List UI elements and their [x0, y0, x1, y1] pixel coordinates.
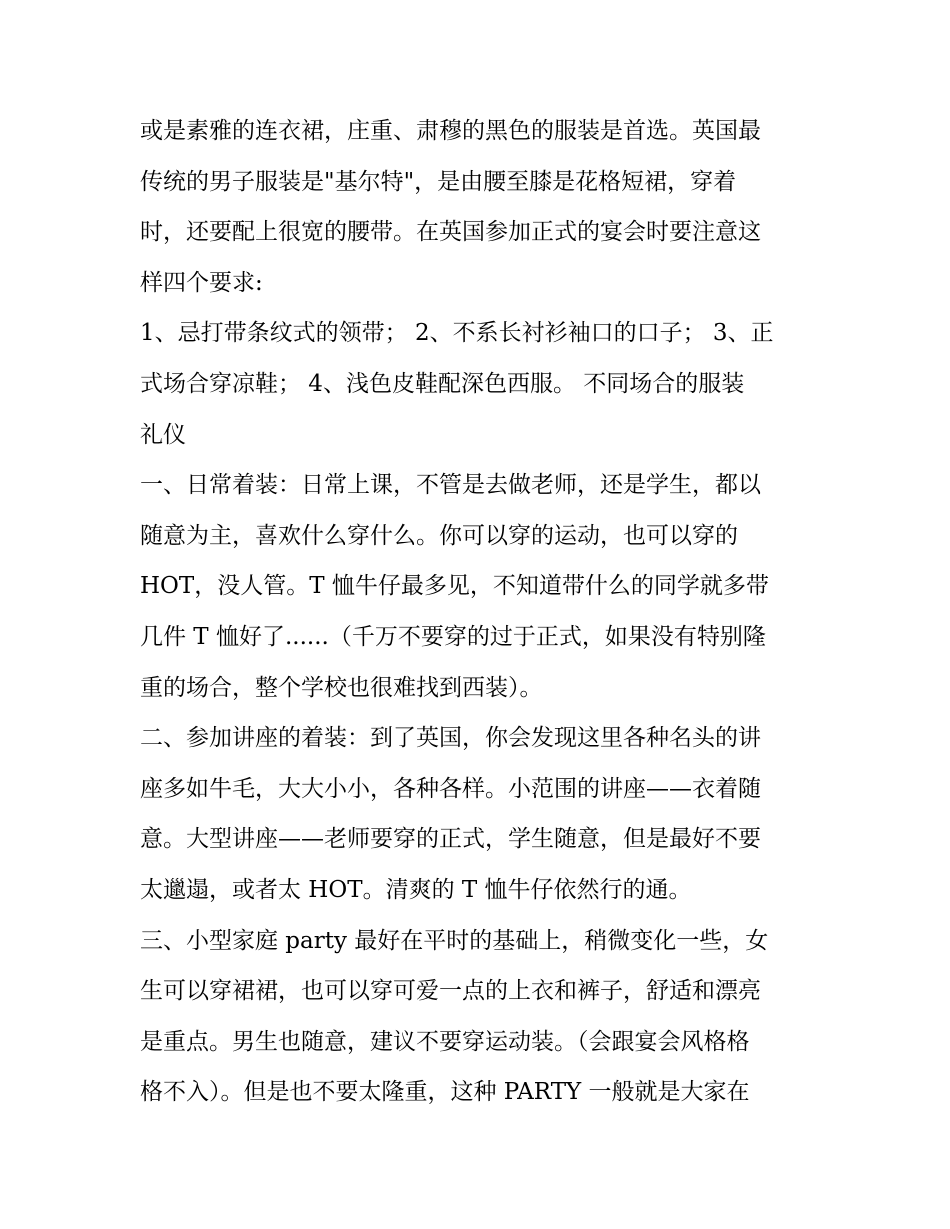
text-line: 座多如牛毛，大大小小，各种各样。小范围的讲座——衣着随 [140, 775, 761, 802]
text-line: 生可以穿裙裙，也可以穿可爱一点的上衣和裤子，舒适和漂亮 [140, 978, 761, 1005]
text-line: HOT，没人管。T 恤牛仔最多见，不知道带什么的同学就多带 [140, 573, 769, 600]
text-line: 一、日常着装：日常上课，不管是去做老师，还是学生，都以 [140, 472, 761, 499]
text-line: 样四个要求: [140, 269, 263, 296]
text-line: 时，还要配上很宽的腰带。在英国参加正式的宴会时要注意这 [140, 219, 761, 246]
text-line: 格不入）。但是也不要太隆重，这种 PARTY 一般就是大家在 [140, 1079, 750, 1106]
text-line: 二、参加讲座的着装：到了英国，你会发现这里各种名头的讲 [140, 725, 761, 752]
text-line: 意。大型讲座——老师要穿的正式，学生随意，但是最好不要 [140, 826, 761, 853]
text-line: 或是素雅的连衣裙，庄重、肃穆的黑色的服装是首选。英国最 [140, 118, 761, 144]
text-line: 传统的男子服装是"基尔特"，是由腰至膝是花格短裙，穿着 [140, 168, 737, 195]
text-line: 几件 T 恤好了......（千万不要穿的过于正式，如果没有特别隆 [140, 623, 766, 650]
text-line: 三、小型家庭 party 最好在平时的基础上，稍微变化一些，女 [140, 927, 769, 954]
text-line: 式场合穿凉鞋； 4、浅色皮鞋配深色西服。 不同场合的服装 [140, 370, 745, 397]
document-text-body [140, 106, 820, 1118]
text-line: 是重点。男生也随意，建议不要穿运动装。（会跟宴会风格格 [140, 1028, 750, 1055]
text-line: 太邋遢，或者太 HOT。清爽的 T 恤牛仔依然行的通。 [140, 876, 692, 903]
text-line: 重的场合，整个学校也很难找到西装）。 [140, 674, 543, 701]
text-line: 礼仪 [140, 421, 186, 448]
text-line: 随意为主，喜欢什么穿什么。你可以穿的运动，也可以穿的 [140, 522, 738, 549]
text-line: 1、忌打带条纹式的领带； 2、不系长衬衫袖口的口子； 3、正 [140, 320, 774, 347]
